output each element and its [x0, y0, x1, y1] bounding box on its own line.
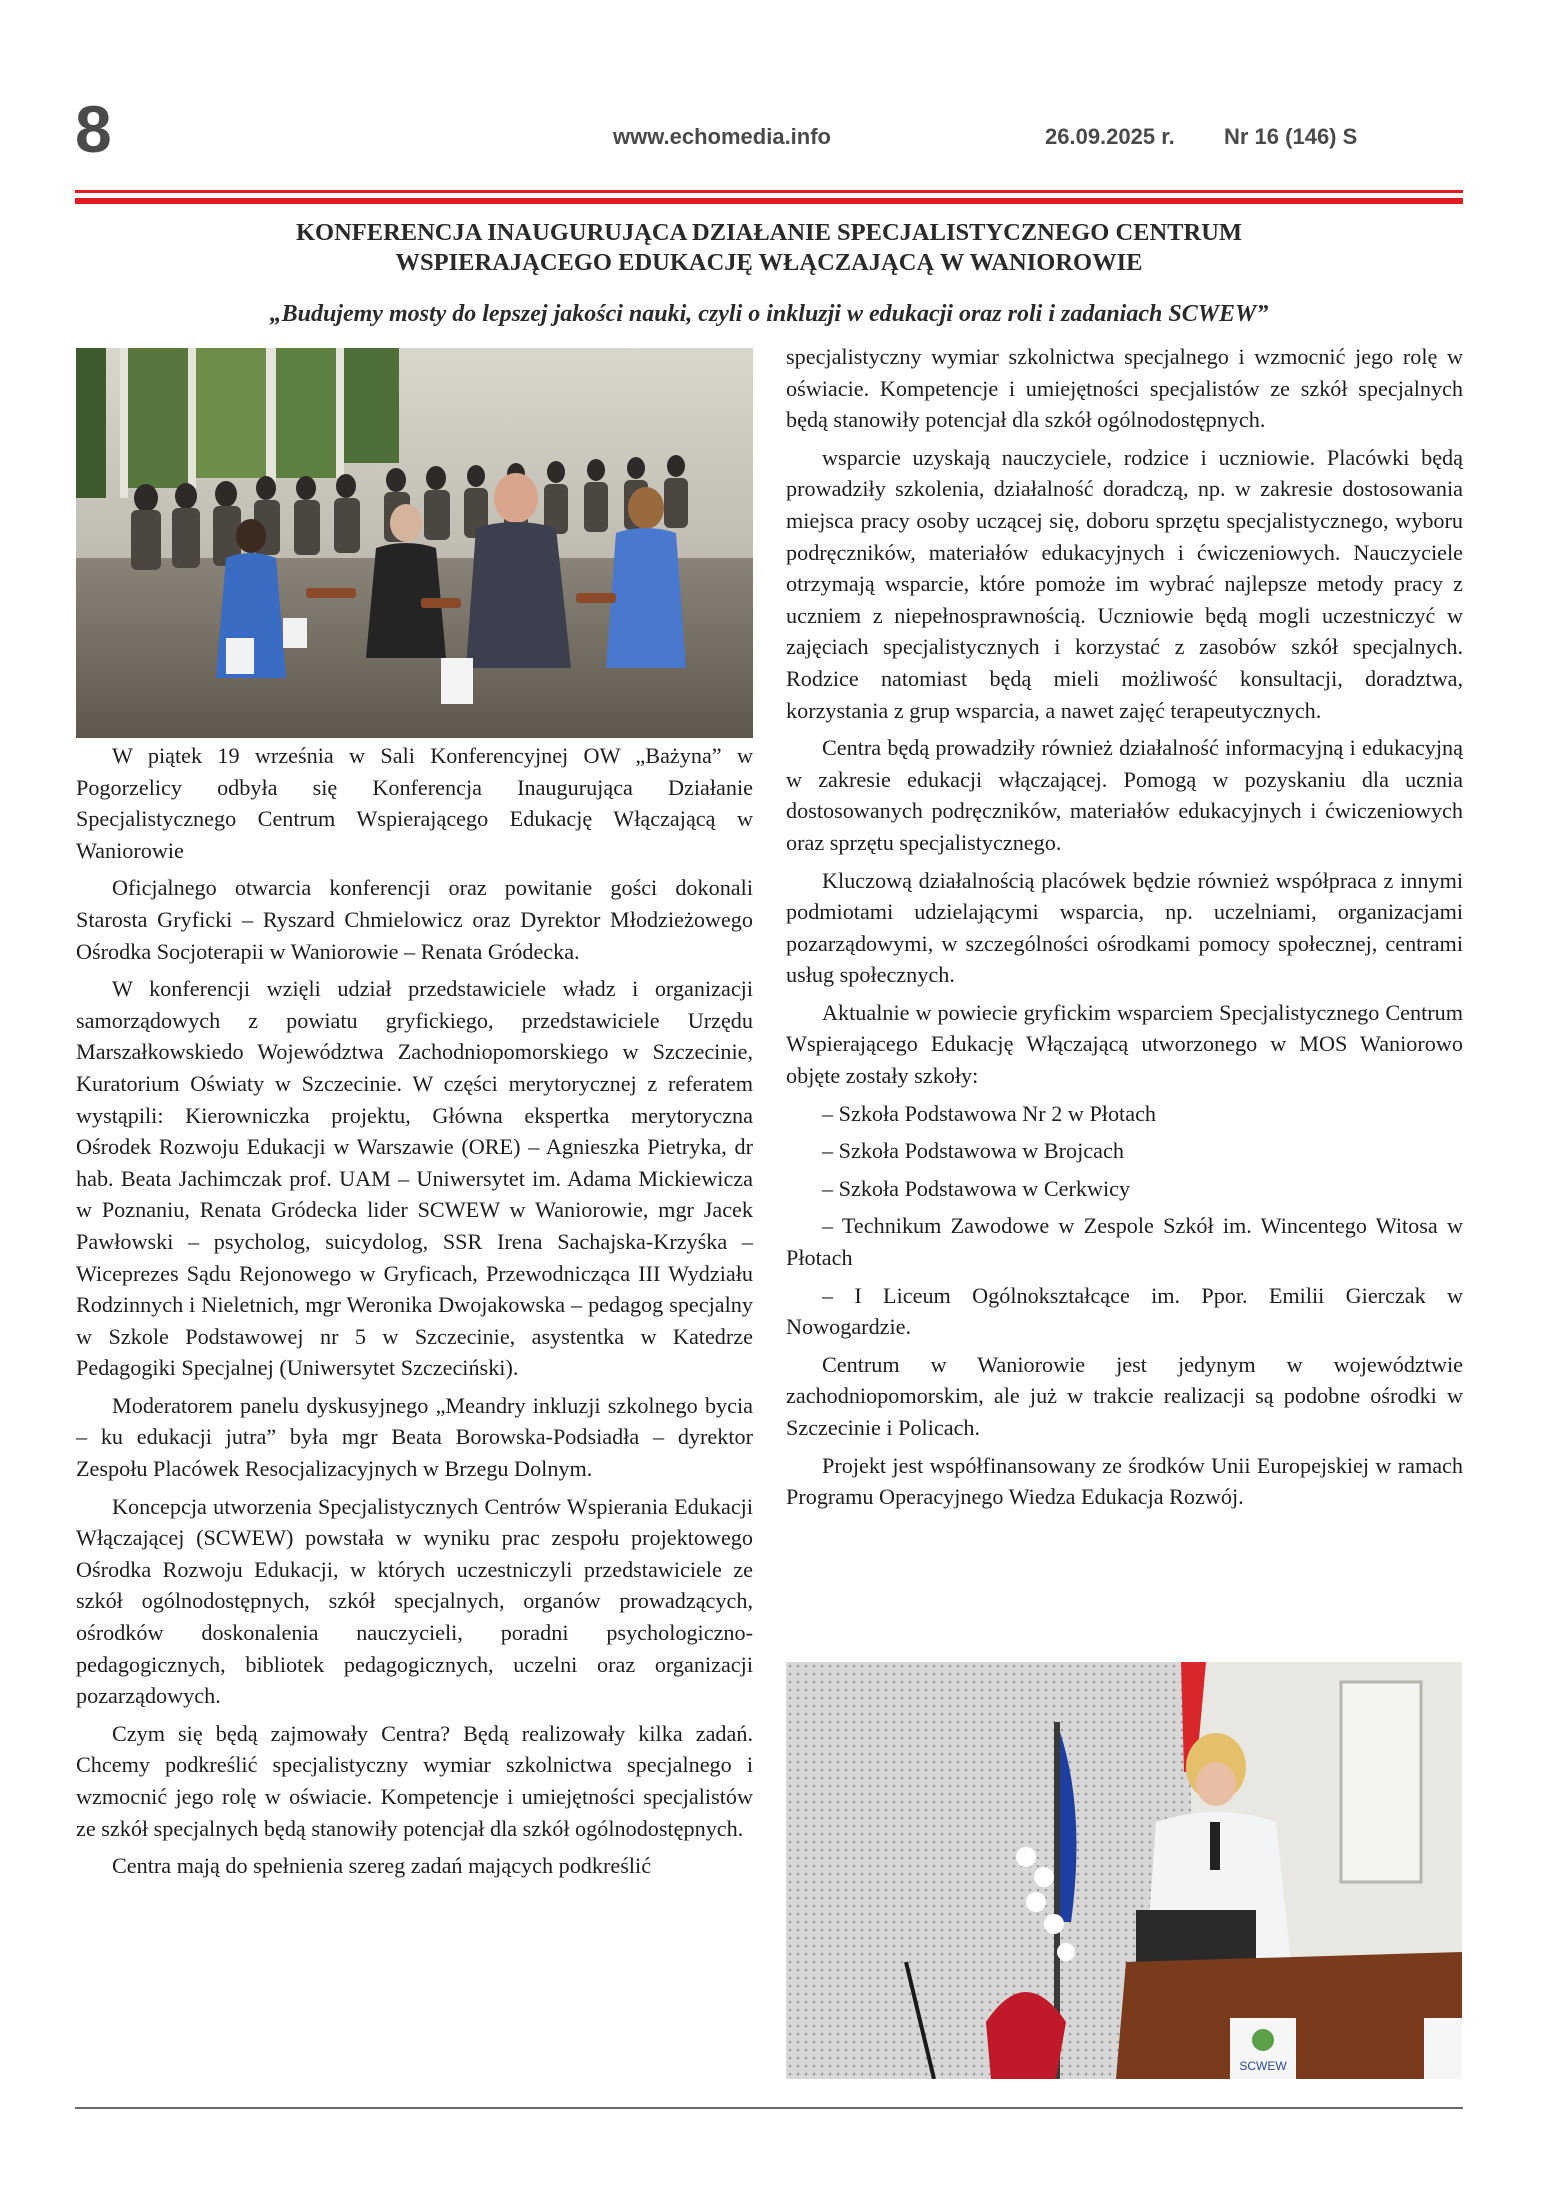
audience-photo-illustration: [76, 348, 753, 738]
footer-divider: [75, 2107, 1463, 2109]
left-paragraph-6: Czym się będą zajmowały Centra? Będą realizowały kilka zadań. Chcemy podkreślić specjalistyczny wymiar szkolnictwa specjalnego i wzmocnić jego rolę w oświacie. Kompetencje i umiejętności specjalistów ze szkół specjalnych będą stanowiły potencjał dla szkół ogólnodostępnych.: [76, 1720, 753, 1841]
left-paragraph-3: W konferencji wzięli udział przedstawiciele władz i organizacji samorządowych z powiatu gryfickiego, przedstawiciele Urzędu Marszałkowskiedo Województwa Zachodniopomorskiego w Szczecinie, Kuratorium Oświaty w Szczecinie. W części merytorycznej z referatem wystąpili: Kierowniczka projektu, Główna ekspertka merytoryczna Ośrodek Rozwoju Edukacji w Warszawie (ORE) – Agnieszka Pietryka, dr hab. Beata Jachimczak prof. UAM – Uniwersytet im. Adama Mickiewicza w Poznaniu, Renata Gródecka lider SCWEW w Waniorowie, mgr Jacek Pawłowski – psycholog, suicydolog, SSR Irena Sachajska-Krzyśka – Wiceprezes Sądu Rejonowego w Gryficach, Przewodnicząca III Wydziału Rodzinnych i Nieletnich, mgr Weronika Dwojakowska – pedagog specjalny w Szkole Podstawowej nr 5 w Szczecinie, asystentka w Katedrze Pedagogiki Specjalnej (Uniwersytet Szczeciński).: [76, 976, 753, 1381]
right-paragraph-1: specjalistyczny wymiar szkolnictwa specjalnego i wzmocnić jego rolę w oświacie. Kompetencje i umiejętności specjalistów ze szkół specjalnych będą stanowiły potencjał dla szkół ogólnodostępnych.: [786, 344, 1463, 433]
left-paragraph-2: Oficjalnego otwarcia konferencji oraz powitanie gości dokonali Starosta Gryficki – Ryszard Chmielowicz oraz Dyrektor Młodzieżowego Ośrodka Socjoterapii w Waniorowie – Renata Gródecka.: [76, 875, 753, 964]
article-headline: [75, 218, 1463, 278]
school-list-item: – I Liceum Ogólnokształcące im. Ppor. Emilii Gierczak w Nowogardzie.: [786, 1282, 1463, 1340]
podium-sign-label: SCWEW: [1239, 2059, 1287, 2073]
left-paragraph-5: Koncepcja utworzenia Specjalistycznych Centrów Wspierania Edukacji Włączającej (SCWEW) powstała w wyniku prac zespołu projektowego Ośrodka Rozwoju Edukacji, w których uczestniczyli przedstawiciele ze szkół ogólnodostępnych, szkół specjalnych, organów prowadzących, ośrodków doskonalenia nauczycieli, poradni psychologiczno-pedagogicznych, bibliotek pedagogicznych, uczelni oraz organizacji pozarządowych.: [76, 1493, 753, 1709]
school-list-item: – Technikum Zawodowe w Zespole Szkół im. Wincentego Witosa w Płotach: [786, 1213, 1463, 1271]
article-column-left: [76, 740, 753, 1888]
page-number: 8: [75, 92, 112, 166]
right-paragraph-3: Centra będą prowadziły również działalność informacyjną i edukacyjną w zakresie edukacji włączającej. Pomogą w pozyskaniu dla ucznia dostosowanych podręczników, materiałów edukacyjnych i ćwiczeniowych oraz sprzętu specjalistycznego.: [786, 735, 1463, 855]
article-subheadline: „Budujemy mosty do lepszej jakości nauki, czyli o inkluzji w edukacji oraz roli i zadaniach SCWEW”: [269, 301, 1269, 327]
left-paragraph-1: W piątek 19 września w Sali Konferencyjnej OW „Bażyna” w Pogorzelicy odbyła się Konferencja Inaugurująca Działanie Specjalistycznego Centrum Wspierającego Edukację Włączającą w Waniorowie: [76, 743, 753, 863]
school-list-item: – Szkoła Podstawowa w Brojcach: [822, 1138, 1124, 1164]
closing-paragraph-2: Projekt jest współfinansowany ze środków Unii Europejskiej w ramach Programu Operacyjnego Wiedza Edukacja Rozwój.: [786, 1452, 1463, 1510]
header-divider-thick: [75, 198, 1463, 204]
issue-date: 26.09.2025 r.: [1045, 124, 1175, 149]
headline-line-1: KONFERENCJA INAUGURUJĄCA DZIAŁANIE SPECJALISTYCZNEGO CENTRUM: [295, 219, 1243, 246]
left-paragraph-7: Centra mają do spełnienia szereg zadań mających podkreślić: [112, 1853, 652, 1879]
article-column-right: [786, 341, 1463, 1519]
header-divider-thin: [75, 190, 1463, 193]
closing-paragraph-1: Centrum w Waniorowie jest jedynym w województwie zachodniopomorskim, ale już w trakcie realizacji są podobne ośrodki w Szczecinie i Policach.: [786, 1351, 1463, 1440]
website-link[interactable]: www.echomedia.info: [613, 124, 831, 149]
school-list-item: – Szkoła Podstawowa Nr 2 w Płotach: [822, 1100, 1157, 1126]
right-paragraph-2: wsparcie uzyskają nauczyciele, rodzice i uczniowie. Placówki będą prowadziły szkolenia, działalność doradczą, np. w zakresie dostosowania miejsca pracy osoby uczącej się, doboru sprzętu specjalistycznego, wyboru podręczników, materiałów edukacyjnych i ćwiczeniowych. Nauczyciele otrzymają wsparcie, które pomoże im wybrać najlepsze metody pracy z uczniem z niepełnosprawnością. Uczniowie będą mogli uczestniczyć w zajęciach specjalistycznych i korzystać z zasobów szkół specjalnych. Rodzice natomiast będą mieli możliwość konsultacji, doradztwa, korzystania z grup wsparcia, a nawet zajęć terapeutycznych.: [786, 444, 1463, 723]
speaker-photo-illustration: [786, 1662, 1462, 2079]
school-list-item: – Szkoła Podstawowa w Cerkwicy: [822, 1175, 1131, 1201]
headline-line-2: WSPIERAJĄCEGO EDUKACJĘ WŁĄCZAJĄCĄ W WANIOROWIE: [395, 249, 1143, 276]
issue-number: Nr 16 (146) S: [1224, 124, 1358, 149]
left-paragraph-4: Moderatorem panelu dyskusyjnego „Meandry inkluzji szkolnego bycia – ku edukacji jutra” była mgr Beata Borowska-Podsiadła – dyrektor Zespołu Placówek Resocjalizacyjnych w Brzegu Dolnym.: [76, 1392, 753, 1482]
audience-photo: [76, 348, 753, 738]
right-paragraph-5: Aktualnie w powiecie gryfickim wsparciem Specjalistycznego Centrum Wspierającego Edukację Włączającą utworzonego w MOS Waniorowo objęte zostały szkoły:: [786, 999, 1463, 1089]
right-paragraph-4: Kluczową działalnością placówek będzie również współpraca z innymi podmiotami udzielającymi wsparcia, np. uczelniami, organizacjami pozarządowymi, w szczególności ośrodkami pomocy społecznej, centrami usług społecznych.: [786, 867, 1463, 988]
speaker-photo: [786, 1662, 1462, 2079]
